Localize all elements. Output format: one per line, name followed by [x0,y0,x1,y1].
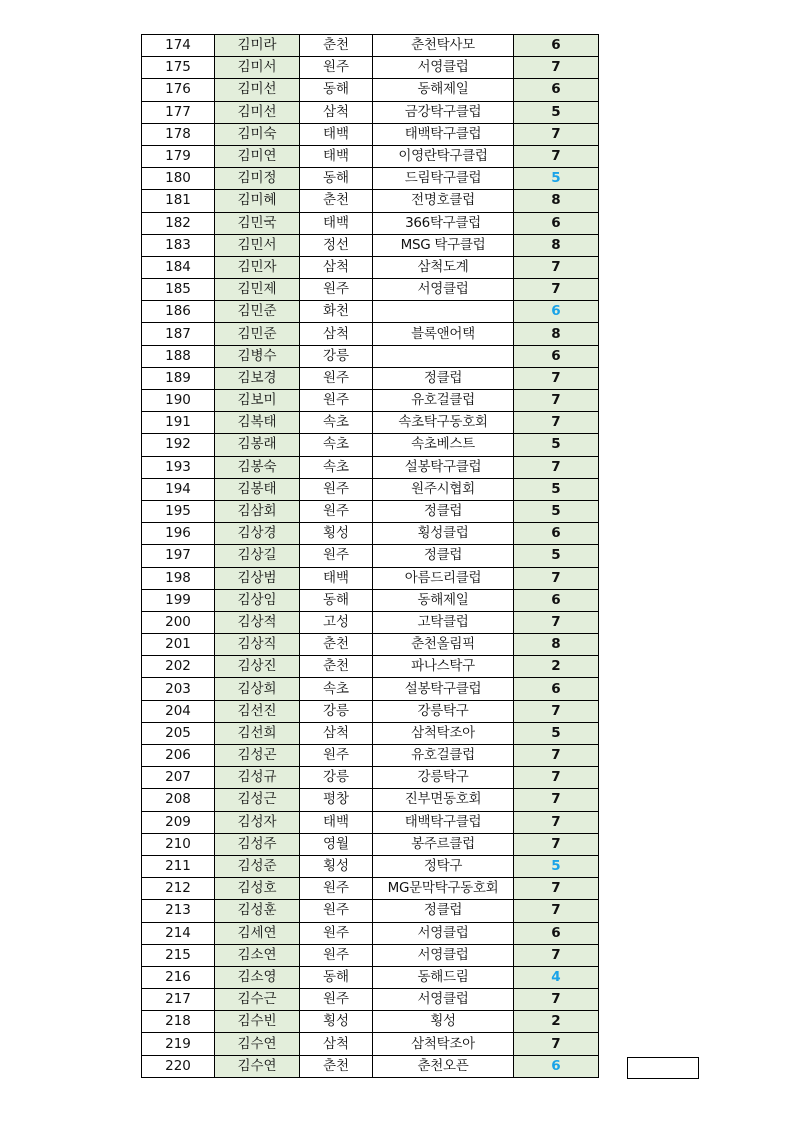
table-row [142,367,599,389]
region-cell: 태백 [300,145,373,167]
club-cell: 금강탁구클럽 [373,101,514,123]
player-name-cell: 김수연 [215,1055,300,1077]
region-cell: 횡성 [300,1011,373,1033]
grade-cell: 5 [514,101,599,123]
region-cell: 평창 [300,789,373,811]
grade-cell: 5 [514,855,599,877]
region-cell: 춘천 [300,1055,373,1077]
row-number-cell: 190 [142,390,215,412]
grade-cell: 6 [514,35,599,57]
row-number-cell: 188 [142,345,215,367]
grade-cell: 7 [514,412,599,434]
row-number-cell: 179 [142,145,215,167]
player-name-cell: 김상직 [215,634,300,656]
table-row [142,212,599,234]
table-row [142,456,599,478]
player-name-cell: 김상희 [215,678,300,700]
grade-cell: 6 [514,1055,599,1077]
table-row [142,35,599,57]
region-cell: 태백 [300,123,373,145]
grade-cell: 6 [514,345,599,367]
grade-cell: 7 [514,279,599,301]
club-cell: 강릉탁구 [373,700,514,722]
table-row [142,523,599,545]
player-name-cell: 김삼회 [215,500,300,522]
club-cell: 삼척도계 [373,256,514,278]
club-cell: 정클럽 [373,900,514,922]
grade-cell: 8 [514,234,599,256]
region-cell: 태백 [300,212,373,234]
grade-cell: 6 [514,79,599,101]
row-number-cell: 216 [142,966,215,988]
player-name-cell: 김보경 [215,367,300,389]
row-number-cell: 211 [142,855,215,877]
grade-cell: 8 [514,190,599,212]
grade-cell: 8 [514,634,599,656]
club-cell: 정클럽 [373,500,514,522]
grade-cell: 7 [514,811,599,833]
region-cell: 횡성 [300,523,373,545]
row-number-cell: 201 [142,634,215,656]
table-row [142,611,599,633]
table-row [142,57,599,79]
region-cell: 속초 [300,434,373,456]
grade-cell: 7 [514,767,599,789]
grade-cell: 5 [514,434,599,456]
grade-cell: 5 [514,478,599,500]
player-name-cell: 김봉래 [215,434,300,456]
region-cell: 동해 [300,79,373,101]
grade-cell: 7 [514,789,599,811]
club-cell: 서영클럽 [373,989,514,1011]
region-cell: 강릉 [300,345,373,367]
club-cell: 정클럽 [373,545,514,567]
club-cell: 속초베스트 [373,434,514,456]
grade-cell: 7 [514,1033,599,1055]
region-cell: 원주 [300,500,373,522]
region-cell: 원주 [300,745,373,767]
player-name-cell: 김미선 [215,101,300,123]
table-row [142,323,599,345]
row-number-cell: 186 [142,301,215,323]
grade-cell: 7 [514,900,599,922]
grade-cell: 7 [514,123,599,145]
region-cell: 속초 [300,456,373,478]
region-cell: 화천 [300,301,373,323]
club-cell: MSG 탁구클럽 [373,234,514,256]
row-number-cell: 181 [142,190,215,212]
grade-cell: 7 [514,833,599,855]
row-number-cell: 185 [142,279,215,301]
region-cell: 속초 [300,678,373,700]
table-row [142,811,599,833]
grade-cell: 6 [514,301,599,323]
row-number-cell: 203 [142,678,215,700]
player-name-cell: 김선희 [215,722,300,744]
region-cell: 원주 [300,944,373,966]
player-name-cell: 김복태 [215,412,300,434]
row-number-cell: 189 [142,367,215,389]
row-number-cell: 206 [142,745,215,767]
grade-cell: 7 [514,367,599,389]
club-cell: 설봉탁구클럽 [373,456,514,478]
region-cell: 고성 [300,611,373,633]
club-cell: 366탁구클럽 [373,212,514,234]
club-cell: 정클럽 [373,367,514,389]
row-number-cell: 197 [142,545,215,567]
table-row [142,1033,599,1055]
club-cell: 춘천오픈 [373,1055,514,1077]
club-cell: 태백탁구클럽 [373,811,514,833]
table-row [142,589,599,611]
club-cell: 원주시협회 [373,478,514,500]
region-cell: 원주 [300,478,373,500]
player-name-cell: 김병수 [215,345,300,367]
player-name-cell: 김성근 [215,789,300,811]
table-row [142,767,599,789]
table-row [142,545,599,567]
table-row [142,168,599,190]
region-cell: 강릉 [300,767,373,789]
row-number-cell: 200 [142,611,215,633]
region-cell: 춘천 [300,634,373,656]
table-row [142,922,599,944]
table-row [142,567,599,589]
table-row [142,79,599,101]
table-row [142,634,599,656]
row-number-cell: 204 [142,700,215,722]
club-cell: 봉주르클럽 [373,833,514,855]
player-name-cell: 김세연 [215,922,300,944]
region-cell: 원주 [300,279,373,301]
row-number-cell: 176 [142,79,215,101]
club-cell: 아름드리클럽 [373,567,514,589]
player-name-cell: 김성자 [215,811,300,833]
club-cell: 삼척탁조아 [373,722,514,744]
player-name-cell: 김상경 [215,523,300,545]
club-cell: 서영클럽 [373,922,514,944]
club-cell: 유호걸클럽 [373,745,514,767]
row-number-cell: 213 [142,900,215,922]
row-number-cell: 217 [142,989,215,1011]
club-cell: 삼척탁조아 [373,1033,514,1055]
club-cell: 서영클럽 [373,944,514,966]
table-row [142,345,599,367]
club-cell: 블록앤어택 [373,323,514,345]
row-number-cell: 194 [142,478,215,500]
table-row [142,678,599,700]
row-number-cell: 207 [142,767,215,789]
player-name-cell: 김소영 [215,966,300,988]
player-name-cell: 김미혜 [215,190,300,212]
row-number-cell: 219 [142,1033,215,1055]
table-row [142,256,599,278]
row-number-cell: 215 [142,944,215,966]
region-cell: 동해 [300,168,373,190]
player-name-cell: 김민준 [215,323,300,345]
region-cell: 원주 [300,900,373,922]
region-cell: 원주 [300,989,373,1011]
club-cell: 춘천탁사모 [373,35,514,57]
region-cell: 횡성 [300,855,373,877]
player-name-cell: 김민서 [215,234,300,256]
row-number-cell: 196 [142,523,215,545]
club-cell: MG문막탁구동호회 [373,878,514,900]
grade-cell: 2 [514,1011,599,1033]
grade-cell: 7 [514,57,599,79]
player-name-cell: 김상진 [215,656,300,678]
empty-cell-box [627,1057,699,1079]
table-row [142,1011,599,1033]
player-name-cell: 김수연 [215,1033,300,1055]
row-number-cell: 202 [142,656,215,678]
table-row [142,434,599,456]
table-row [142,833,599,855]
table-row [142,855,599,877]
grade-cell: 7 [514,611,599,633]
grade-cell: 7 [514,390,599,412]
table-row [142,656,599,678]
row-number-cell: 198 [142,567,215,589]
player-name-cell: 김상적 [215,611,300,633]
grade-cell: 6 [514,523,599,545]
club-cell: 서영클럽 [373,279,514,301]
player-name-cell: 김보미 [215,390,300,412]
row-number-cell: 214 [142,922,215,944]
table-row [142,301,599,323]
grade-cell: 6 [514,678,599,700]
table-row [142,966,599,988]
grade-cell: 7 [514,745,599,767]
player-name-cell: 김미정 [215,168,300,190]
club-cell: 드림탁구클럽 [373,168,514,190]
table-row [142,878,599,900]
table-row [142,944,599,966]
row-number-cell: 177 [142,101,215,123]
grade-cell: 7 [514,878,599,900]
row-number-cell: 178 [142,123,215,145]
region-cell: 원주 [300,922,373,944]
grade-cell: 6 [514,922,599,944]
club-cell: 태백탁구클럽 [373,123,514,145]
region-cell: 삼척 [300,323,373,345]
row-number-cell: 218 [142,1011,215,1033]
player-name-cell: 김민준 [215,301,300,323]
region-cell: 원주 [300,545,373,567]
region-cell: 삼척 [300,256,373,278]
club-cell [373,345,514,367]
region-cell: 영월 [300,833,373,855]
row-number-cell: 183 [142,234,215,256]
table-row [142,745,599,767]
player-name-cell: 김소연 [215,944,300,966]
table-row [142,279,599,301]
player-name-cell: 김민자 [215,256,300,278]
table-row [142,789,599,811]
row-number-cell: 220 [142,1055,215,1077]
club-cell: 전명호클럽 [373,190,514,212]
player-name-cell: 김성훈 [215,900,300,922]
club-cell: 서영클럽 [373,57,514,79]
region-cell: 춘천 [300,656,373,678]
region-cell: 원주 [300,367,373,389]
club-cell: 횡성클럽 [373,523,514,545]
player-name-cell: 김성주 [215,833,300,855]
club-cell: 정탁구 [373,855,514,877]
player-name-cell: 김민제 [215,279,300,301]
table-row [142,412,599,434]
grade-cell: 5 [514,168,599,190]
table-row [142,500,599,522]
table-row [142,390,599,412]
grade-cell: 5 [514,722,599,744]
player-name-cell: 김미서 [215,57,300,79]
grade-cell: 2 [514,656,599,678]
club-cell: 진부면동호회 [373,789,514,811]
club-cell: 동해드림 [373,966,514,988]
player-name-cell: 김수근 [215,989,300,1011]
row-number-cell: 210 [142,833,215,855]
club-cell: 춘천올림픽 [373,634,514,656]
club-cell: 동해제일 [373,589,514,611]
player-name-cell: 김선진 [215,700,300,722]
region-cell: 삼척 [300,101,373,123]
club-cell: 유호걸클럽 [373,390,514,412]
row-number-cell: 193 [142,456,215,478]
region-cell: 삼척 [300,722,373,744]
club-cell: 이영란탁구클럽 [373,145,514,167]
row-number-cell: 195 [142,500,215,522]
grade-cell: 8 [514,323,599,345]
row-number-cell: 182 [142,212,215,234]
row-number-cell: 209 [142,811,215,833]
row-number-cell: 208 [142,789,215,811]
grade-cell: 7 [514,456,599,478]
grade-cell: 6 [514,589,599,611]
club-cell: 강릉탁구 [373,767,514,789]
region-cell: 태백 [300,567,373,589]
region-cell: 강릉 [300,700,373,722]
player-name-cell: 김미연 [215,145,300,167]
club-cell: 횡성 [373,1011,514,1033]
player-name-cell: 김상임 [215,589,300,611]
grade-cell: 6 [514,212,599,234]
club-cell: 고탁클럽 [373,611,514,633]
row-number-cell: 180 [142,168,215,190]
roster-body [142,35,599,1078]
grade-cell: 7 [514,256,599,278]
grade-cell: 7 [514,567,599,589]
player-name-cell: 김상길 [215,545,300,567]
player-name-cell: 김상범 [215,567,300,589]
grade-cell: 7 [514,145,599,167]
table-row [142,478,599,500]
table-row [142,190,599,212]
region-cell: 춘천 [300,35,373,57]
club-cell: 속초탁구동호회 [373,412,514,434]
player-name-cell: 김미선 [215,79,300,101]
row-number-cell: 205 [142,722,215,744]
table-row [142,700,599,722]
region-cell: 원주 [300,57,373,79]
player-name-cell: 김미숙 [215,123,300,145]
region-cell: 속초 [300,412,373,434]
row-number-cell: 192 [142,434,215,456]
table-row [142,234,599,256]
row-number-cell: 212 [142,878,215,900]
region-cell: 동해 [300,966,373,988]
club-cell: 동해제일 [373,79,514,101]
player-name-cell: 김성호 [215,878,300,900]
club-cell: 설봉탁구클럽 [373,678,514,700]
table-row [142,900,599,922]
table-row [142,101,599,123]
row-number-cell: 184 [142,256,215,278]
table-row [142,123,599,145]
player-name-cell: 김봉숙 [215,456,300,478]
player-name-cell: 김민국 [215,212,300,234]
grade-cell: 5 [514,500,599,522]
row-number-cell: 175 [142,57,215,79]
grade-cell: 7 [514,700,599,722]
club-cell: 파나스탁구 [373,656,514,678]
player-name-cell: 김성곤 [215,745,300,767]
club-cell [373,301,514,323]
grade-cell: 7 [514,944,599,966]
region-cell: 동해 [300,589,373,611]
player-name-cell: 김미라 [215,35,300,57]
region-cell: 삼척 [300,1033,373,1055]
region-cell: 원주 [300,390,373,412]
player-name-cell: 김성규 [215,767,300,789]
row-number-cell: 191 [142,412,215,434]
player-name-cell: 김봉태 [215,478,300,500]
table-row [142,145,599,167]
table-row [142,722,599,744]
grade-cell: 4 [514,966,599,988]
grade-cell: 7 [514,989,599,1011]
table-row [142,989,599,1011]
region-cell: 정선 [300,234,373,256]
row-number-cell: 187 [142,323,215,345]
region-cell: 태백 [300,811,373,833]
player-name-cell: 김성준 [215,855,300,877]
table-row [142,1055,599,1077]
region-cell: 춘천 [300,190,373,212]
row-number-cell: 199 [142,589,215,611]
player-name-cell: 김수빈 [215,1011,300,1033]
grade-cell: 5 [514,545,599,567]
row-number-cell: 174 [142,35,215,57]
region-cell: 원주 [300,878,373,900]
player-roster-table [141,34,599,1078]
